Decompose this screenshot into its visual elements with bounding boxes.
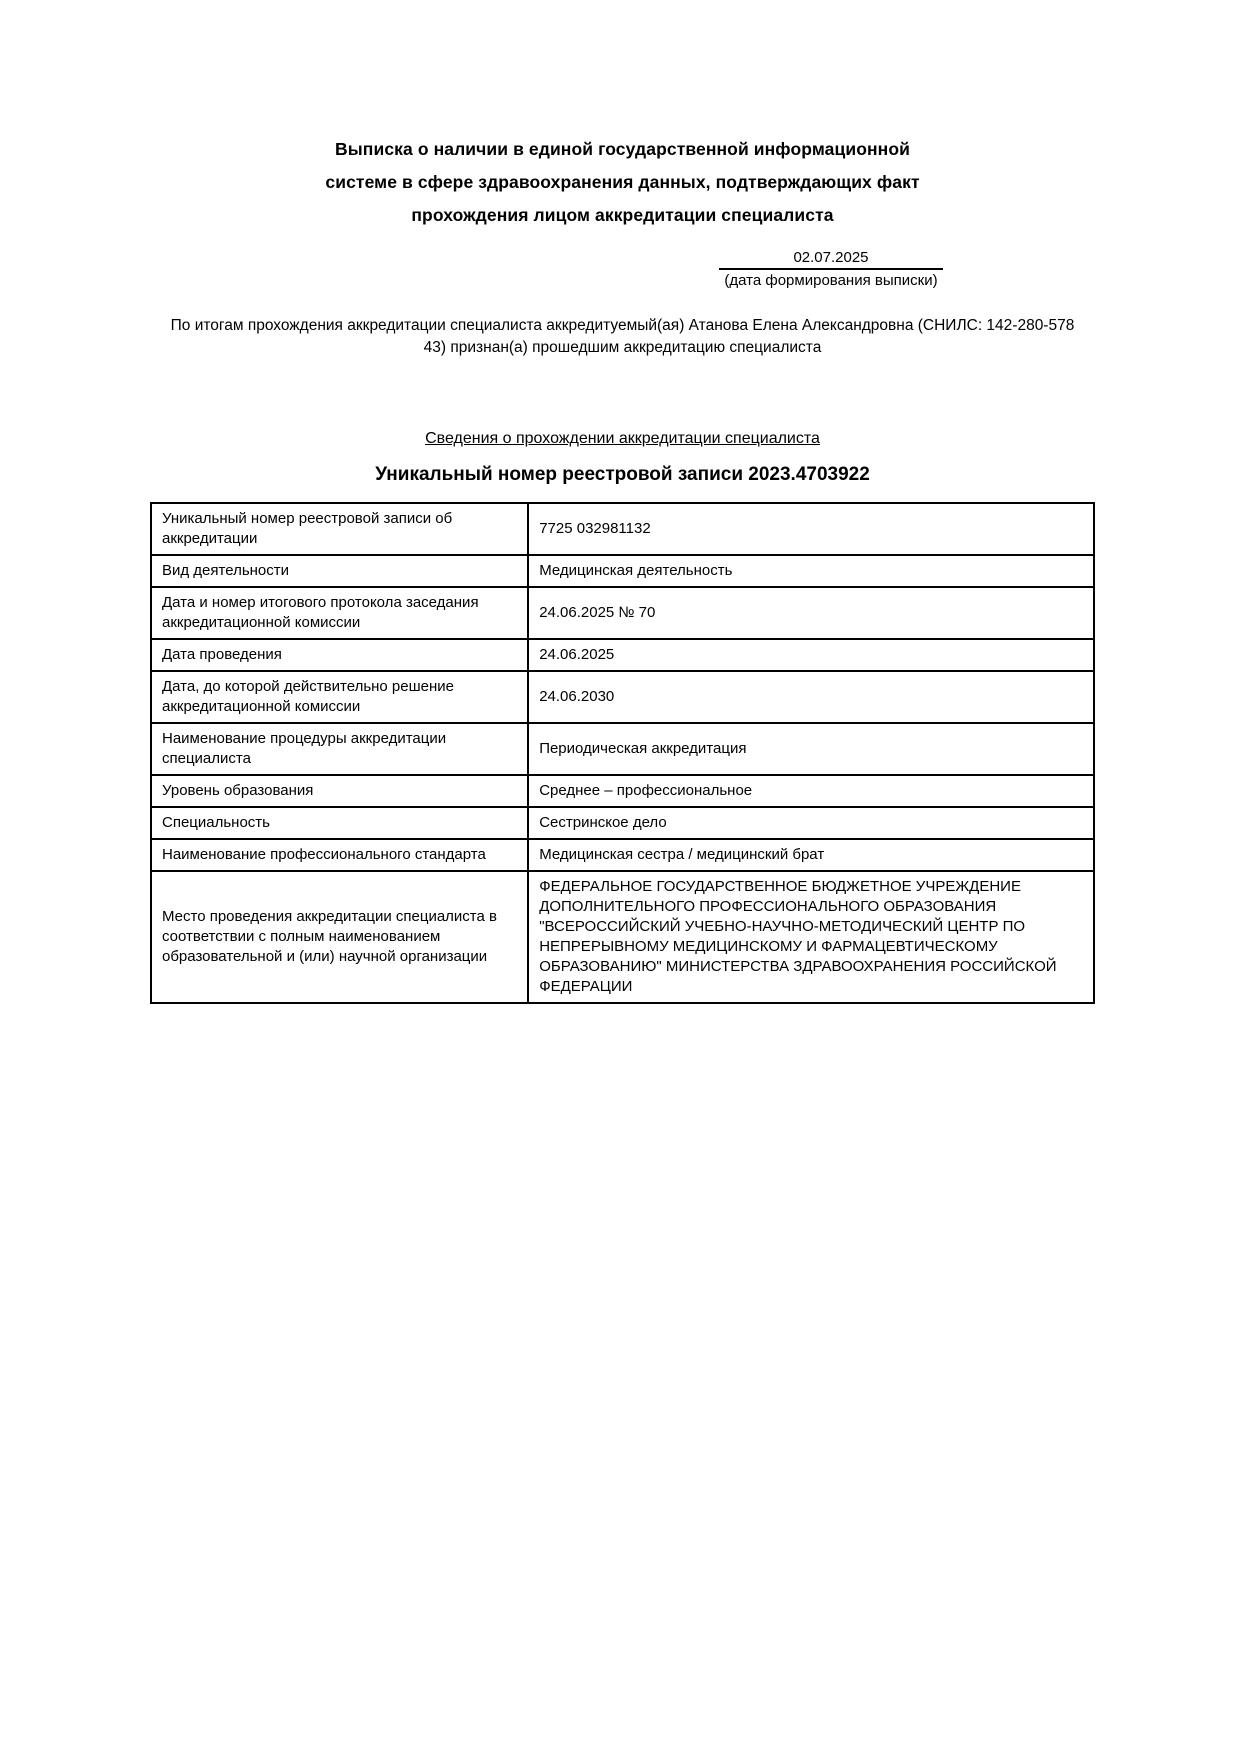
table-row (151, 503, 1094, 555)
row-value: 24.06.2025 № 70 (528, 587, 1094, 639)
table-row (151, 839, 1094, 871)
row-label: Наименование профессионального стандарта (151, 839, 528, 871)
row-label: Место проведения аккредитации специалиста в соответствии с полным наименованием образовательной и (или) научной организации (151, 871, 528, 1003)
row-label: Дата, до которой действительно решение аккредитационной комиссии (151, 671, 528, 723)
row-value: Сестринское дело (528, 807, 1094, 839)
table-row (151, 807, 1094, 839)
row-label: Дата проведения (151, 639, 528, 671)
row-value: 7725 032981132 (528, 503, 1094, 555)
issue-date-block (719, 248, 943, 291)
row-value: Медицинская сестра / медицинский брат (528, 839, 1094, 871)
row-value: 24.06.2030 (528, 671, 1094, 723)
accreditation-table (150, 502, 1095, 1004)
table-row (151, 587, 1094, 639)
table-row (151, 775, 1094, 807)
intro-paragraph: По итогам прохождения аккредитации специалиста аккредитуемый(ая) Атанова Елена Александровна (СНИЛС: 142-280-578 43) признан(а) прошедшим аккредитацию специалиста (170, 317, 1075, 356)
row-value: 24.06.2025 (528, 639, 1094, 671)
table-row (151, 555, 1094, 587)
row-label: Наименование процедуры аккредитации специалиста (151, 723, 528, 775)
table-row (151, 723, 1094, 775)
row-value: Среднее – профессиональное (528, 775, 1094, 807)
row-label: Уникальный номер реестровой записи об аккредитации (151, 503, 528, 555)
issue-date: 02.07.2025 (719, 248, 943, 270)
issue-date-caption: (дата формирования выписки) (724, 272, 938, 289)
table-row (151, 871, 1094, 1003)
table-row (151, 639, 1094, 671)
registry-number-heading: Уникальный номер реестровой записи 2023.4703922 (375, 464, 870, 485)
row-label: Вид деятельности (151, 555, 528, 587)
page-title: Выписка о наличии в единой государственной информационной системе в сфере здравоохранения данных, подтверждающих факт прохождения лицом аккредитации специалиста (325, 139, 920, 225)
row-value: Медицинская деятельность (528, 555, 1094, 587)
accreditation-table-body (151, 503, 1094, 1003)
section-heading: Сведения о прохождении аккредитации специалиста (425, 430, 820, 447)
row-label: Дата и номер итогового протокола заседания аккредитационной комиссии (151, 587, 528, 639)
row-value: ФЕДЕРАЛЬНОЕ ГОСУДАРСТВЕННОЕ БЮДЖЕТНОЕ УЧРЕЖДЕНИЕ ДОПОЛНИТЕЛЬНОГО ПРОФЕССИОНАЛЬНОГО ОБРАЗОВАНИЯ "ВСЕРОССИЙСКИЙ УЧЕБНО-НАУЧНО-МЕТОДИЧЕСКИЙ ЦЕНТР ПО НЕПРЕРЫВНОМУ МЕДИЦИНСКОМУ И ФАРМАЦЕВТИЧЕСКОМУ ОБРАЗОВАНИЮ" МИНИСТЕРСТВА ЗДРАВООХРАНЕНИЯ РОССИЙСКОЙ ФЕДЕРАЦИИ (528, 871, 1094, 1003)
row-label: Специальность (151, 807, 528, 839)
row-value: Периодическая аккредитация (528, 723, 1094, 775)
row-label: Уровень образования (151, 775, 528, 807)
table-row (151, 671, 1094, 723)
